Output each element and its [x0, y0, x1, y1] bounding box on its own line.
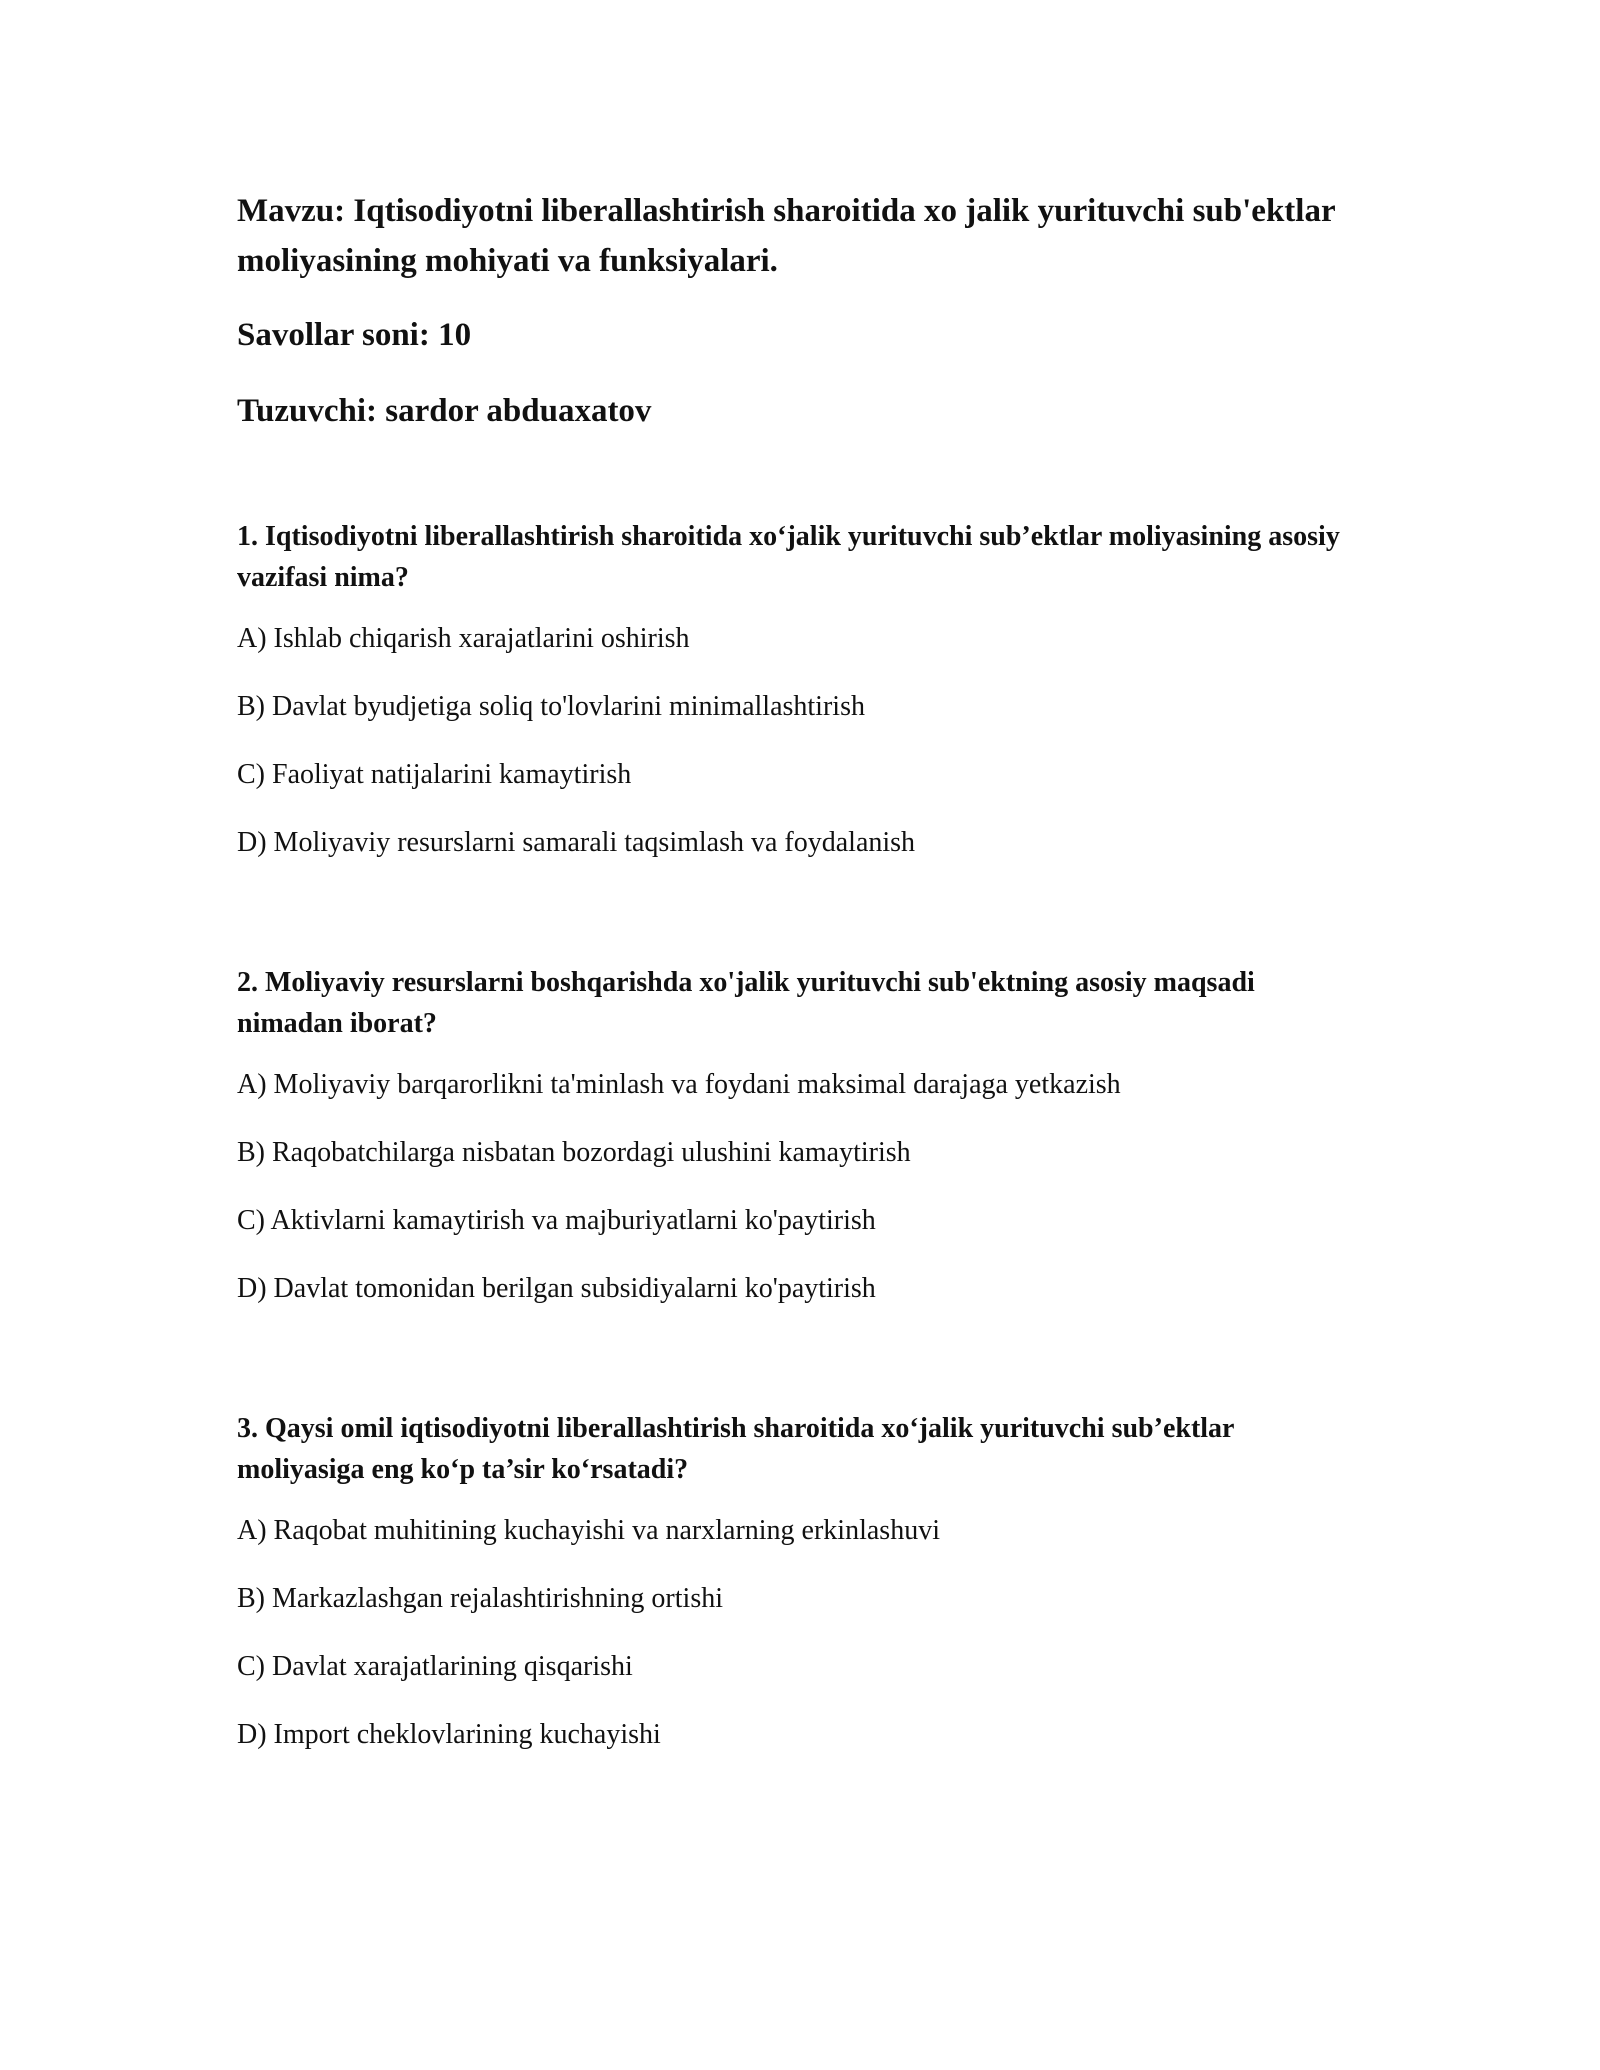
question-3 [237, 1408, 1397, 1786]
answer-option-d: D) Moliyaviy resurslarni samarali taqsimlash va foydalanish [237, 827, 916, 858]
question-1 [237, 516, 1397, 894]
question-text: 1. Iqtisodiyotni liberallashtirish sharoitida xo‘jalik yurituvchi sub’ektlar moliyasining asosiy vazifasi nima? [237, 521, 1340, 593]
answer-option-a: A) Moliyaviy barqarorlikni ta'minlash va foydani maksimal darajaga yetkazish [237, 1069, 1121, 1100]
answer-options [237, 622, 1397, 860]
question-text: 3. Qaysi omil iqtisodiyotni liberallashtirish sharoitida xo‘jalik yurituvchi sub’ektlar moliyasiga eng ko‘p ta’sir ko‘rsatadi? [237, 1413, 1234, 1485]
question-2 [237, 962, 1397, 1340]
answer-option-d: D) Import cheklovlarining kuchayishi [237, 1719, 661, 1750]
answer-option-b: B) Markazlashgan rejalashtirishning ortishi [237, 1583, 723, 1614]
question-count: Savollar soni: 10 [237, 317, 472, 353]
answer-option-c: C) Davlat xarajatlarining qisqarishi [237, 1651, 633, 1682]
answer-option-c: C) Aktivlarni kamaytirish va majburiyatlarni ko'paytirish [237, 1205, 876, 1236]
answer-option-b: B) Davlat byudjetiga soliq to'lovlarini minimallashtirish [237, 691, 865, 722]
document-content [237, 186, 1397, 1750]
author-line: Tuzuvchi: sardor abduaxatov [237, 393, 652, 429]
answer-option-a: A) Ishlab chiqarish xarajatlarini oshirish [237, 623, 690, 654]
question-text: 2. Moliyaviy resurslarni boshqarishda xo'jalik yurituvchi sub'ektning asosiy maqsadi nimadan iborat? [237, 967, 1255, 1039]
answer-options [237, 1068, 1397, 1306]
answer-option-a: A) Raqobat muhitining kuchayishi va narxlarning erkinlashuvi [237, 1515, 940, 1546]
answer-option-d: D) Davlat tomonidan berilgan subsidiyalarni ko'paytirish [237, 1273, 876, 1304]
answer-option-c: C) Faoliyat natijalarini kamaytirish [237, 759, 632, 790]
topic-heading: Mavzu: Iqtisodiyotni liberallashtirish sharoitida xo jalik yurituvchi sub'ektlar moliyasining mohiyati va funksiyalari. [237, 193, 1336, 279]
answer-option-b: B) Raqobatchilarga nisbatan bozordagi ulushini kamaytirish [237, 1137, 911, 1168]
answer-options [237, 1514, 1397, 1752]
